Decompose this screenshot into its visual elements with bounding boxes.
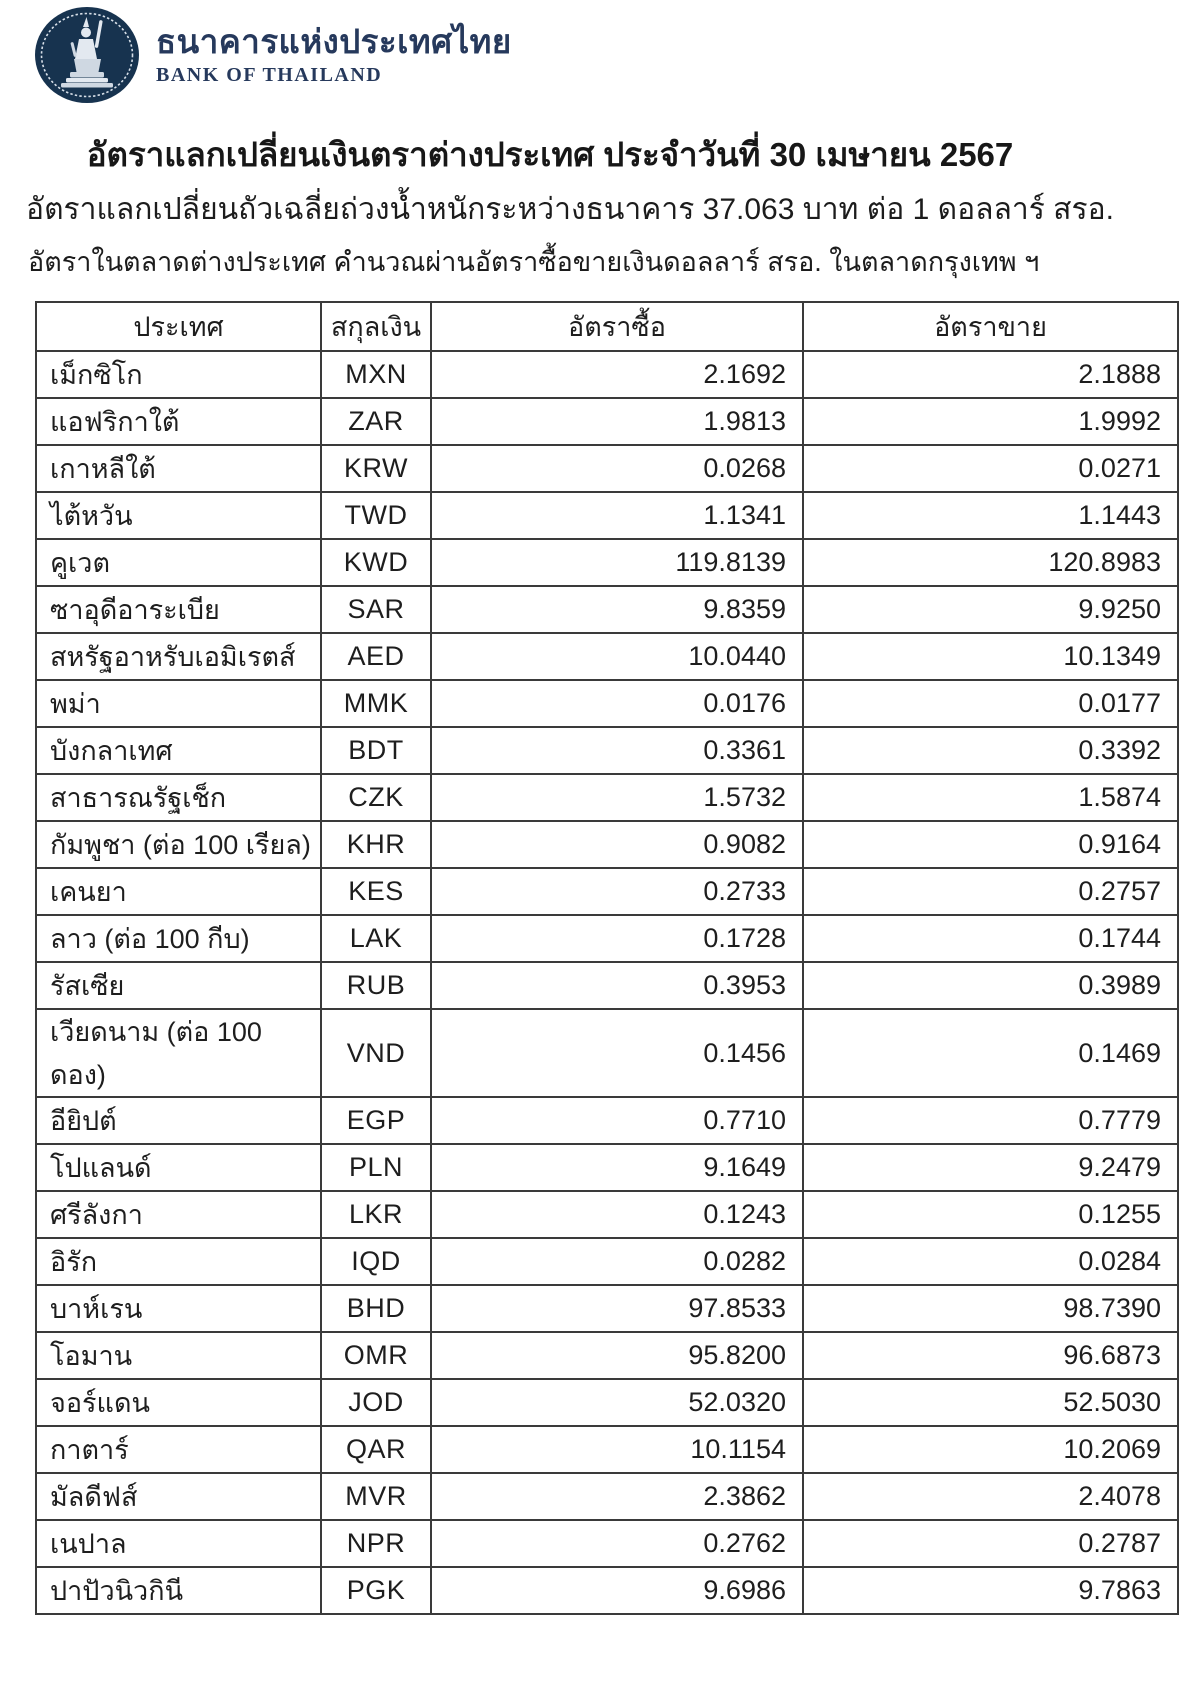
currency-cell: IQD bbox=[321, 1238, 431, 1285]
rate-row bbox=[36, 1009, 1178, 1097]
currency-cell: KHR bbox=[321, 821, 431, 868]
sell-rate-cell: 9.7863 bbox=[803, 1567, 1178, 1614]
currency-column-header: สกุลเงิน bbox=[321, 302, 431, 351]
country-cell: โปแลนด์ bbox=[36, 1144, 321, 1191]
sell-rate-column-header: อัตราขาย bbox=[803, 302, 1178, 351]
currency-cell: OMR bbox=[321, 1332, 431, 1379]
rate-row bbox=[36, 1379, 1178, 1426]
currency-cell: CZK bbox=[321, 774, 431, 821]
rate-row bbox=[36, 868, 1178, 915]
buy-rate-cell: 0.3953 bbox=[431, 962, 803, 1009]
sell-rate-cell: 10.2069 bbox=[803, 1426, 1178, 1473]
currency-cell: KES bbox=[321, 868, 431, 915]
country-cell: เวียดนาม (ต่อ 100 ดอง) bbox=[36, 1009, 321, 1097]
buy-rate-cell: 95.8200 bbox=[431, 1332, 803, 1379]
page-title: อัตราแลกเปลี่ยนเงินตราต่างประเทศ ประจำวันที่ 30 เมษายน 2567 bbox=[86, 136, 1014, 173]
sell-rate-cell: 96.6873 bbox=[803, 1332, 1178, 1379]
rate-row bbox=[36, 539, 1178, 586]
currency-cell: MXN bbox=[321, 351, 431, 398]
rate-row bbox=[36, 821, 1178, 868]
country-cell: สหรัฐอาหรับเอมิเรตส์ bbox=[36, 633, 321, 680]
sell-rate-cell: 0.3392 bbox=[803, 727, 1178, 774]
country-cell: แอฟริกาใต้ bbox=[36, 398, 321, 445]
currency-cell: VND bbox=[321, 1009, 431, 1097]
rates-table-body bbox=[36, 351, 1178, 1614]
bank-header bbox=[34, 6, 512, 104]
bot-emblem-icon bbox=[34, 6, 140, 104]
sell-rate-cell: 0.1744 bbox=[803, 915, 1178, 962]
buy-rate-cell: 1.5732 bbox=[431, 774, 803, 821]
buy-rate-cell: 97.8533 bbox=[431, 1285, 803, 1332]
country-cell: ไต้หวัน bbox=[36, 492, 321, 539]
rate-row bbox=[36, 1426, 1178, 1473]
currency-cell: BDT bbox=[321, 727, 431, 774]
currency-cell: JOD bbox=[321, 1379, 431, 1426]
sell-rate-cell: 1.5874 bbox=[803, 774, 1178, 821]
country-cell: มัลดีฟส์ bbox=[36, 1473, 321, 1520]
buy-rate-cell: 0.7710 bbox=[431, 1097, 803, 1144]
buy-rate-cell: 1.9813 bbox=[431, 398, 803, 445]
buy-rate-cell: 10.1154 bbox=[431, 1426, 803, 1473]
rate-row bbox=[36, 1285, 1178, 1332]
buy-rate-cell: 0.9082 bbox=[431, 821, 803, 868]
currency-cell: BHD bbox=[321, 1285, 431, 1332]
rate-row bbox=[36, 398, 1178, 445]
buy-rate-cell: 119.8139 bbox=[431, 539, 803, 586]
bank-name-thai: ธนาคารแห่งประเทศไทย bbox=[156, 22, 512, 60]
currency-cell: PGK bbox=[321, 1567, 431, 1614]
sell-rate-cell: 1.9992 bbox=[803, 398, 1178, 445]
rate-row bbox=[36, 492, 1178, 539]
rate-row bbox=[36, 962, 1178, 1009]
currency-cell: MMK bbox=[321, 680, 431, 727]
country-cell: เคนยา bbox=[36, 868, 321, 915]
country-cell: พม่า bbox=[36, 680, 321, 727]
rate-row bbox=[36, 1191, 1178, 1238]
sell-rate-cell: 9.9250 bbox=[803, 586, 1178, 633]
country-cell: บังกลาเทศ bbox=[36, 727, 321, 774]
country-cell: ศรีลังกา bbox=[36, 1191, 321, 1238]
currency-cell: MVR bbox=[321, 1473, 431, 1520]
market-note: อัตราในตลาดต่างประเทศ คำนวณผ่านอัตราซื้อขายเงินดอลลาร์ สรอ. ในตลาดกรุงเทพ ฯ bbox=[28, 247, 1040, 277]
sell-rate-cell: 0.0284 bbox=[803, 1238, 1178, 1285]
rate-row bbox=[36, 445, 1178, 492]
currency-cell: KRW bbox=[321, 445, 431, 492]
country-cell: ลาว (ต่อ 100 กีบ) bbox=[36, 915, 321, 962]
rate-row bbox=[36, 1567, 1178, 1614]
buy-rate-cell: 2.3862 bbox=[431, 1473, 803, 1520]
rate-row bbox=[36, 680, 1178, 727]
buy-rate-cell: 0.2762 bbox=[431, 1520, 803, 1567]
currency-cell: LAK bbox=[321, 915, 431, 962]
country-cell: ปาปัวนิวกินี bbox=[36, 1567, 321, 1614]
sell-rate-cell: 10.1349 bbox=[803, 633, 1178, 680]
page-subtitle: อัตราแลกเปลี่ยนถัวเฉลี่ยถ่วงน้ำหนักระหว่างธนาคาร 37.063 บาท ต่อ 1 ดอลลาร์ สรอ. bbox=[26, 193, 1114, 226]
country-cell: โอมาน bbox=[36, 1332, 321, 1379]
sell-rate-cell: 1.1443 bbox=[803, 492, 1178, 539]
exchange-rates-table bbox=[35, 301, 1179, 1615]
buy-rate-column-header: อัตราซื้อ bbox=[431, 302, 803, 351]
currency-cell: AED bbox=[321, 633, 431, 680]
sell-rate-cell: 98.7390 bbox=[803, 1285, 1178, 1332]
rate-row bbox=[36, 727, 1178, 774]
currency-cell: ZAR bbox=[321, 398, 431, 445]
buy-rate-cell: 0.0268 bbox=[431, 445, 803, 492]
sell-rate-cell: 0.1469 bbox=[803, 1009, 1178, 1097]
currency-cell: LKR bbox=[321, 1191, 431, 1238]
country-cell: คูเวต bbox=[36, 539, 321, 586]
buy-rate-cell: 0.3361 bbox=[431, 727, 803, 774]
currency-cell: TWD bbox=[321, 492, 431, 539]
table-header-row bbox=[36, 302, 1178, 351]
currency-cell: QAR bbox=[321, 1426, 431, 1473]
sell-rate-cell: 2.1888 bbox=[803, 351, 1178, 398]
sell-rate-cell: 0.3989 bbox=[803, 962, 1178, 1009]
currency-cell: NPR bbox=[321, 1520, 431, 1567]
country-cell: ซาอุดีอาระเบีย bbox=[36, 586, 321, 633]
sell-rate-cell: 2.4078 bbox=[803, 1473, 1178, 1520]
sell-rate-cell: 52.5030 bbox=[803, 1379, 1178, 1426]
buy-rate-cell: 0.1243 bbox=[431, 1191, 803, 1238]
buy-rate-cell: 52.0320 bbox=[431, 1379, 803, 1426]
country-cell: บาห์เรน bbox=[36, 1285, 321, 1332]
country-cell: รัสเซีย bbox=[36, 962, 321, 1009]
country-cell: อิรัก bbox=[36, 1238, 321, 1285]
sell-rate-cell: 0.7779 bbox=[803, 1097, 1178, 1144]
currency-cell: RUB bbox=[321, 962, 431, 1009]
sell-rate-cell: 0.2787 bbox=[803, 1520, 1178, 1567]
buy-rate-cell: 0.1728 bbox=[431, 915, 803, 962]
bank-name-english: BANK OF THAILAND bbox=[156, 64, 383, 87]
country-cell: กัมพูชา (ต่อ 100 เรียล) bbox=[36, 821, 321, 868]
rate-row bbox=[36, 1473, 1178, 1520]
rate-row bbox=[36, 774, 1178, 821]
country-cell: จอร์แดน bbox=[36, 1379, 321, 1426]
country-cell: อียิปต์ bbox=[36, 1097, 321, 1144]
rate-row bbox=[36, 1144, 1178, 1191]
buy-rate-cell: 10.0440 bbox=[431, 633, 803, 680]
buy-rate-cell: 1.1341 bbox=[431, 492, 803, 539]
buy-rate-cell: 9.8359 bbox=[431, 586, 803, 633]
currency-cell: PLN bbox=[321, 1144, 431, 1191]
rate-row bbox=[36, 351, 1178, 398]
country-cell: สาธารณรัฐเช็ก bbox=[36, 774, 321, 821]
country-column-header: ประเทศ bbox=[36, 302, 321, 351]
country-cell: เนปาล bbox=[36, 1520, 321, 1567]
sell-rate-cell: 0.1255 bbox=[803, 1191, 1178, 1238]
country-cell: เม็กซิโก bbox=[36, 351, 321, 398]
buy-rate-cell: 0.0176 bbox=[431, 680, 803, 727]
rate-row bbox=[36, 633, 1178, 680]
rate-row bbox=[36, 1520, 1178, 1567]
currency-cell: EGP bbox=[321, 1097, 431, 1144]
rate-row bbox=[36, 1238, 1178, 1285]
buy-rate-cell: 2.1692 bbox=[431, 351, 803, 398]
sell-rate-cell: 0.2757 bbox=[803, 868, 1178, 915]
sell-rate-cell: 0.0271 bbox=[803, 445, 1178, 492]
buy-rate-cell: 0.2733 bbox=[431, 868, 803, 915]
exchange-rates-table-wrap bbox=[35, 301, 1179, 1615]
sell-rate-cell: 120.8983 bbox=[803, 539, 1178, 586]
sell-rate-cell: 0.0177 bbox=[803, 680, 1178, 727]
rate-row bbox=[36, 1097, 1178, 1144]
currency-cell: KWD bbox=[321, 539, 431, 586]
rate-row bbox=[36, 915, 1178, 962]
currency-cell: SAR bbox=[321, 586, 431, 633]
buy-rate-cell: 0.0282 bbox=[431, 1238, 803, 1285]
buy-rate-cell: 9.1649 bbox=[431, 1144, 803, 1191]
sell-rate-cell: 0.9164 bbox=[803, 821, 1178, 868]
buy-rate-cell: 9.6986 bbox=[431, 1567, 803, 1614]
rate-row bbox=[36, 586, 1178, 633]
rate-row bbox=[36, 1332, 1178, 1379]
country-cell: กาตาร์ bbox=[36, 1426, 321, 1473]
sell-rate-cell: 9.2479 bbox=[803, 1144, 1178, 1191]
buy-rate-cell: 0.1456 bbox=[431, 1009, 803, 1097]
country-cell: เกาหลีใต้ bbox=[36, 445, 321, 492]
